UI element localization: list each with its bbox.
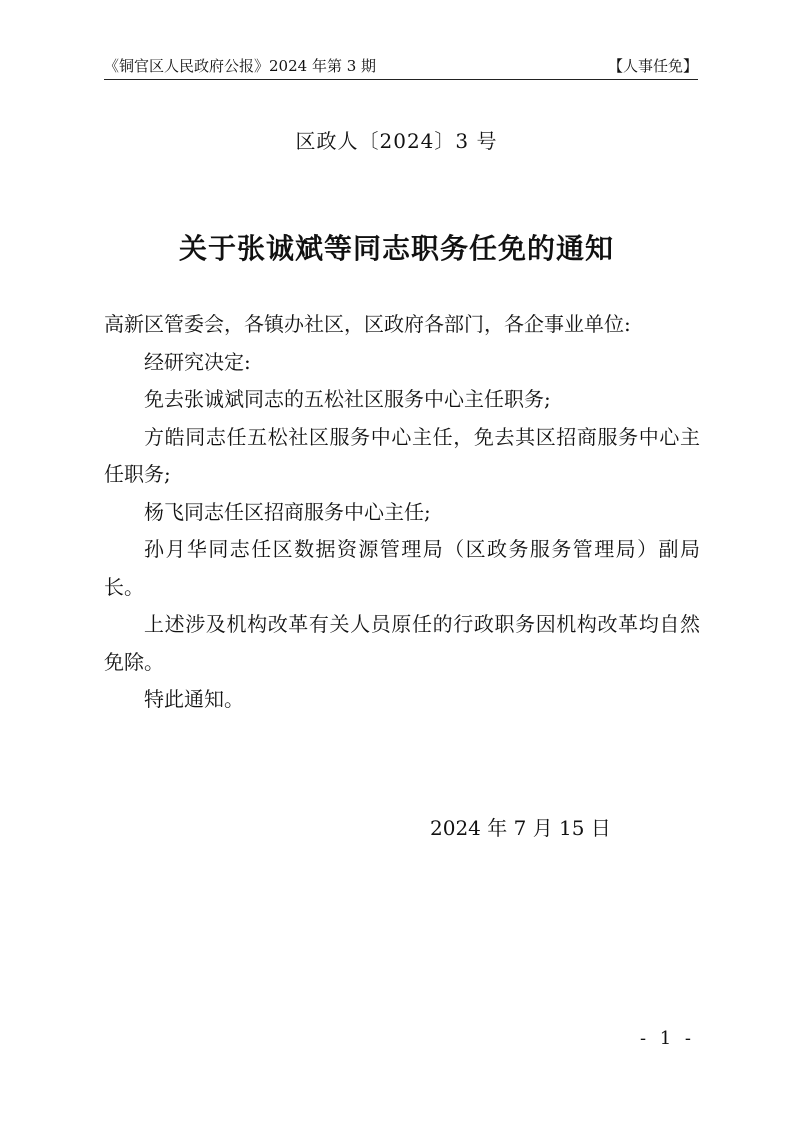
page-header xyxy=(104,56,698,80)
paragraph-closing: 特此通知。 xyxy=(144,687,244,711)
paragraph-appointment-sunyuehua: 孙月华同志任区数据资源管理局（区政务服务管理局）副局长。 xyxy=(104,537,700,599)
paragraph-appointment-fanghao: 方皓同志任五松社区服务中心主任，免去其区招商服务中心主任职务; xyxy=(104,424,700,486)
section-label: 【人事任免】 xyxy=(607,57,698,75)
header-divider xyxy=(104,79,698,80)
document-number: 区政人〔2024〕3 号 xyxy=(295,129,498,153)
paragraph-decision-intro: 经研究决定: xyxy=(144,349,251,374)
paragraph-dismissal: 免去张诚斌同志的五松社区服务中心主任职务; xyxy=(144,387,551,411)
document-body xyxy=(104,306,700,719)
paragraph-reform-note: 上述涉及机构改革有关人员原任的行政职务因机构改革均自然免除。 xyxy=(104,612,700,674)
paragraph-appointment-yangfei: 杨飞同志任区招商服务中心主任; xyxy=(144,499,431,524)
document-title: 关于张诚斌等同志职务任免的通知 xyxy=(178,232,614,265)
page-number: - 1 - xyxy=(639,1028,695,1049)
addressee-line: 高新区管委会，各镇办社区，区政府各部门，各企事业单位: xyxy=(104,312,631,336)
document-date: 2024 年 7 月 15 日 xyxy=(430,816,611,840)
publication-title: 《铜官区人民政府公报》2024 年第 3 期 xyxy=(104,57,377,75)
